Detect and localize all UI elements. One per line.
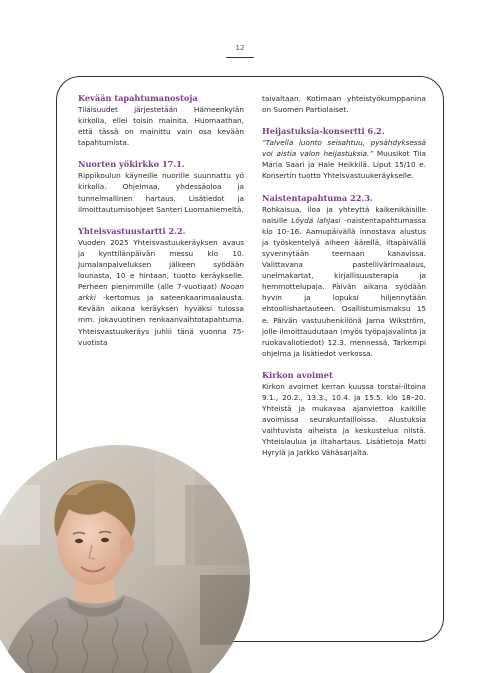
section-heading: Kirkon avoimet [262,369,333,380]
paragraph-text: Muusikot Tiia Maria Saari ja Hale Heikkilä. Liput 15/10 e. Konsertin tuotto Yhteisvastuukeräykselle. [262,149,426,181]
section-heading: Kevään tapahtumanostoja [78,93,198,103]
portrait-illustration [0,445,250,673]
section-continuation [262,93,426,115]
paragraph-text: -naistentapahtumassa klo 10–16. Aamupäivällä innostava alustus ja työskentelyä aiheen äärellä, iltapäivällä syvennytään teemaan kanavissa. Valittavana pastellivärimaalaus, unelmakartat, kirjallisuusterapia ja hemmottelupaja. Päivän aikana syödään hyvin ja lopuksi hiljennytään ehtoollishartauteen. Osallistumismaksu 15 e. Päivän vastuuhenkilönä Jarna Wikström, jolle ilmoittaudutaan (myös työpajavalinta ja ruokavaliotiedot) 12.3. mennessä. Tarkempi ohjelma ja lisätiedot verkossa. [262,215,426,358]
section-heading: Yhteisvastuustartti 2.2. [78,225,186,236]
right-column [262,93,426,470]
section-naistentapahtuma [262,193,426,359]
section-paragraph: Rippikoulun käyneille nuorille suunnattu yö kirkolla. Ohjelmaa, yhdessäoloa ja tunnelmallinen hartaus. Lisätiedot ja ilmoittautumisohjeet Santeri Luomaniemeltä. [78,171,244,214]
page-number-rule [226,57,254,58]
section-paragraph [262,204,426,359]
page-number: 12 [235,44,245,52]
section-paragraph: Kirkon avoimet kerran kuussa torstai-iltoina 9.1., 20.2., 13.3., 10.4. ja 15.5. klo 18–20. Yhteistä ja mukavaa ajanviettoa kaikille avoimissa seurakuntailloissa. Alustuksia vaihtuvista aiheista ja keskustelua niistä. Yhteislaulua ja iltahartaus. Lisätietoja Matti Hyrylä ja Jarkko Vähäsarjalta. [262,381,426,458]
paragraph-italic-text: ”Talvella luonto seisahtuu, pysähdyksessä voi aistia valon heijastuksia.” [262,138,426,159]
portrait-photo [0,445,250,673]
section-kevaan-tapahtumanostoja [78,93,244,148]
section-paragraph: Tilaisuudet järjestetään Hämeenkylän kirkolla, ellei toisin mainita. Huomaathan, että tässä on mainittu vain osa kevään tapahtumista. [78,105,244,148]
portrait-photo-circle [0,445,250,673]
section-kirkon-avoimet [262,370,426,459]
section-heading: Heijastuksia-konsertti 6.2. [262,126,385,137]
paragraph-text: Rohkaisua, iloa ja yhteyttä kaikenikäisille naisille [262,204,426,225]
left-column [78,93,244,359]
section-heijastuksia-konsertti [262,126,426,181]
paragraph-italic-text: Nooan arkki [78,282,244,303]
paragraph-italic-text: Löydä lahjasi [291,215,341,225]
section-paragraph [78,237,244,348]
paragraph-text: -kertomus ja sateenkaarimaalausta. Kevään aikana keräyksen hyväksi tulossa mm. jokavuotinen renkaanvaihtotapahtuma. Yhteisvastuukeräys juhlii tänä vuonna 75-vuotista [78,293,244,347]
section-paragraph [262,137,426,181]
section-heading: Naistentapahtuma 22.3. [262,192,373,203]
section-nuorten-yokirkko [78,159,244,214]
paragraph-text: Vuoden 2025 Yhteisvastuukeräyksen avaus ja kynttilänpäivän messu klo 10. Jumalanpalveluksen jälkeen syödään lounasta, 10 e hintaan, tuotto keräykselle. Perheen pienimmille (alle 7-vuotiaat) [78,237,244,292]
section-yhteisvastuustartti [78,226,244,348]
continuation-paragraph: taivaltaan. Kotimaan yhteistyökumppanina on Suomen Partiolaiset. [262,94,426,115]
section-heading: Nuorten yökirkko 17.1. [78,159,185,170]
